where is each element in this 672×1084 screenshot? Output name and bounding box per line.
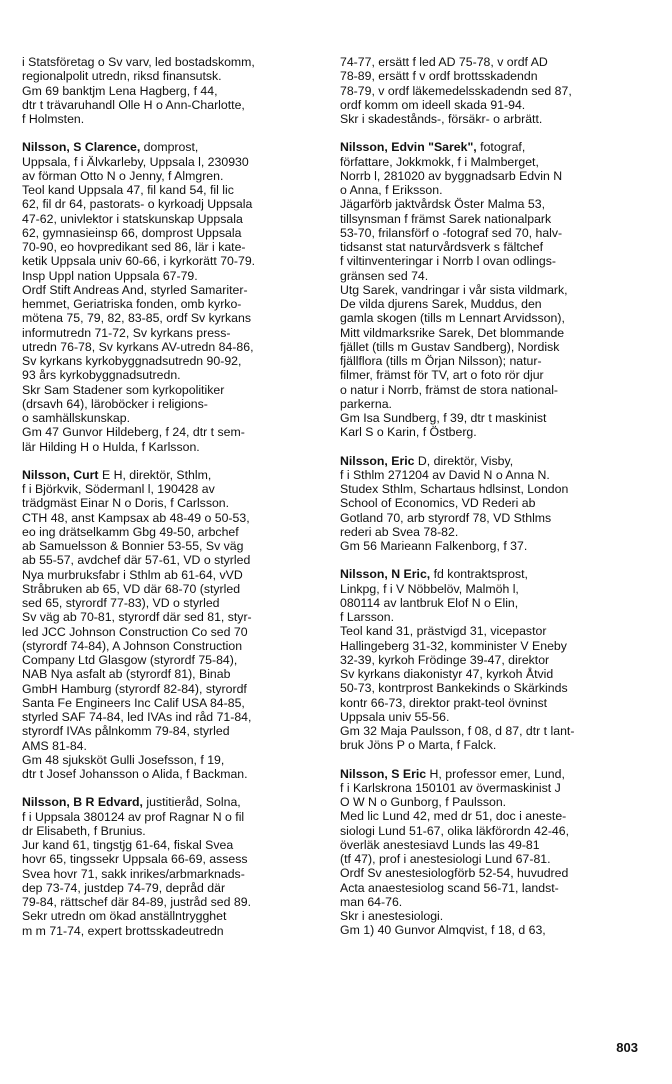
entry-text: D, direktör, Visby, f i Sthlm 271204 av David N o Anna N. Studex Sthlm, Schartaus hdlsinst, London School of Economics, VD Rederi ab Gotland 70, arb styrordf 78, VD Sthlms rederi ab Svea 78-82. Gm 56 Marieann Falkenborg, f 37.: [340, 453, 569, 553]
page-number: 803: [616, 1040, 638, 1055]
entry-surname: Nilsson, Curt: [22, 467, 99, 482]
entry-surname: Nilsson, Eric: [340, 453, 415, 468]
entry-text: 74-77, ersätt f led AD 75-78, v ordf AD 78-89, ersätt f v ordf brottsskadendn 78-79, v ordf läkemedelsskadendn sed 87, ordf komm om ideell skada 91-94. Skr i skadestånds-, försäkr- o arbrätt.: [340, 55, 572, 126]
entry-text: justitieråd, Solna, f i Uppsala 380124 av prof Ragnar N o fil dr Elisabeth, f Brunius. Jur kand 61, tingstjg 61-64, fiskal Svea hovr 65, tingssekr Uppsala 66-69, assess Svea hovr 71, sakk inrikes/arbmarknads- dep 73-74, justdep 74-79, depråd där 79-84, rättschef där 84-89, justråd sed 89. Sekr utredn om ökad anställntrygghet m m 71-74, expert brottsskadeutredn: [22, 795, 251, 938]
directory-entry: [340, 767, 640, 938]
entry-text: E H, direktör, Sthlm, f i Björkvik, Södermanl l, 190428 av trädgmäst Einar N o Doris, f Carlsson. CTH 48, anst Kampsax ab 48-49 o 50-53, eo ing drätselkamm Gbg 49-50, arbchef ab Samuelsson & Bonnier 53-55, Sv väg ab 55-57, avdchef där 57-61, VD o styrled Nya murbruksfabr i Sthlm ab 61-64, vVD Stråbruken ab 65, VD där 68-70 (styrled sed 65, styrordf 77-83), VD o styrled Sv väg ab 70-81, styrordf där sed 81, styr- led JCC Johnson Construction Co sed 70 (styrordf 74-84), A Johnson Construction Company Ltd Glasgow (styrordf 75-84), NAB Nya asfalt ab (styrordf 81), Binab GmbH Hamburg (styrordf 82-84), styrordf Santa Fe Engineers Inc Calif USA 84-85, styrled SAF 74-84, led IVAs ind råd 71-84, styrordf IVAs pålnkomm 79-84, styrled AMS 81-84. Gm 48 sjuksköt Gulli Josefsson, f 19, dtr t Josef Johansson o Alida, f Backman.: [22, 467, 252, 781]
entry-given-name: S Clarence,: [69, 140, 141, 155]
entry-surname: Nilsson, Edvin "Sarek",: [340, 140, 477, 155]
directory-entry: [22, 140, 320, 454]
left-column: [22, 55, 320, 952]
entry-text: domprost, Uppsala, f i Älvkarleby, Uppsala l, 230930 av förman Otto N o Jenny, f Almgren. Teol kand Uppsala 47, fil kand 54, fil lic 62, fil dr 64, pastorats- o kyrkoadj Uppsala 47-62, univlektor i statskunskap Uppsala 62, gymnasieinsp 66, domprost Uppsala 70-90, eo hovpredikant sed 86, lär i kate- ketik Uppsala univ 60-66, i kyrkorätt 70-79. Insp Uppl nation Uppsala 67-79. Ordf Stift Andreas And, styrled Samariter- hemmet, Geriatriska fonden, omb kyrko- mötena 75, 79, 82, 83-85, ordf Sv kyrkans informutredn 71-72, Sv kyrkans press- utredn 76-78, Sv kyrkans AV-utredn 84-86, Sv kyrkans kyrkobyggnadsutredn 90-92, 93 års kyrkobyggnadsutredn. Skr Sam Stadener som kyrkopolitiker (drsavh 64), läroböcker i religions- o samhällskunskap. Gm 47 Gunvor Hildeberg, f 24, dtr t sem- lär Hilding H o Hulda, f Karlsson.: [22, 140, 256, 454]
right-column: [340, 55, 640, 952]
entry-surname: Nilsson,: [340, 567, 388, 582]
entry-surname: Nilsson,: [340, 766, 388, 781]
directory-entry: [22, 55, 320, 126]
directory-entry: [340, 140, 640, 439]
entry-surname: Nilsson,: [22, 795, 70, 810]
entry-given-name: N Eric,: [387, 567, 431, 582]
entry-text: i Statsföretag o Sv varv, led bostadskomm, regionalpolit utredn, riksd finansutsk. Gm 69 banktjm Lena Hagberg, f 44, dtr t trävaruhandl Olle H o Ann-Charlotte, f Holmsten.: [22, 55, 255, 126]
directory-entry: [22, 468, 320, 782]
entry-text: fotograf, författare, Jokkmokk, f i Malmberget, Norrb l, 281020 av byggnadsarb Edvin N o Anna, f Eriksson. Jägarförb jaktvårdsk Öster Malma 53, tillsynsman f främst Sarek nationalpark 53-70, frilansförf o -fotograf sed 70, halv- tidsanst stat naturvårdsverk s fältchef f viltinventeringar i Norrb l ovan odlings- gränsen sed 74. Utg Sarek, vandringar i vår sista vildmark, De vilda djurens Sarek, Muddus, den gamla skogen (tills m Lennart Arvidsson), Mitt vildmarksrike Sarek, Det blommande fjället (tills m Gustav Sandberg), Nordisk fjällflora (tills m Örjan Nilsson); natur- filmer, främst för TV, art o foto rör djur o natur i Norrb, främst de stora national- parkerna. Gm Isa Sundberg, f 39, dtr t maskinist Karl S o Karin, f Östberg.: [340, 140, 568, 440]
entry-text: fd kontraktsprost, Linkpg, f i V Nöbbelöv, Malmöh l, 080114 av lantbruk Elof N o Elin, f Larsson. Teol kand 31, prästvigd 31, vicepastor Hallingeberg 31-32, komminister V Eneby 32-39, kyrkoh Frödinge 39-47, direktor Sv kyrkans diakonistyr 47, kyrkoh Åtvid 50-73, kontrprost Bankekinds o Skärkinds kontr 66-73, direktor prakt-teol övninst Uppsala univ 55-56. Gm 32 Maja Paulsson, f 08, d 87, dtr t lant- bruk Jöns P o Marta, f Falck.: [340, 567, 575, 753]
entry-surname: Nilsson,: [22, 140, 70, 155]
entry-text: H, professor emer, Lund, f i Karlskrona 150101 av övermaskinist J O W N o Gunborg, f Paulsson. Med lic Lund 42, med dr 51, doc i aneste- siologi Lund 51-67, olika läkförordn 42-46, överläk anestesiavd Lunds las 49-81 (tf 47), prof i anestesiologi Lund 67-81. Ordf Sv anestesiologförb 52-54, huvudred Acta anaestesiolog scand 56-71, landst- man 64-76. Skr i anestesiologi. Gm 1) 40 Gunvor Almqvist, f 18, d 63,: [340, 766, 570, 938]
entry-given-name: S Eric: [387, 766, 427, 781]
directory-entry: [22, 795, 320, 938]
directory-entry: [340, 567, 640, 752]
directory-entry: [340, 55, 640, 126]
entry-given-name: B R Edvard,: [69, 795, 143, 810]
directory-entry: [340, 454, 640, 554]
